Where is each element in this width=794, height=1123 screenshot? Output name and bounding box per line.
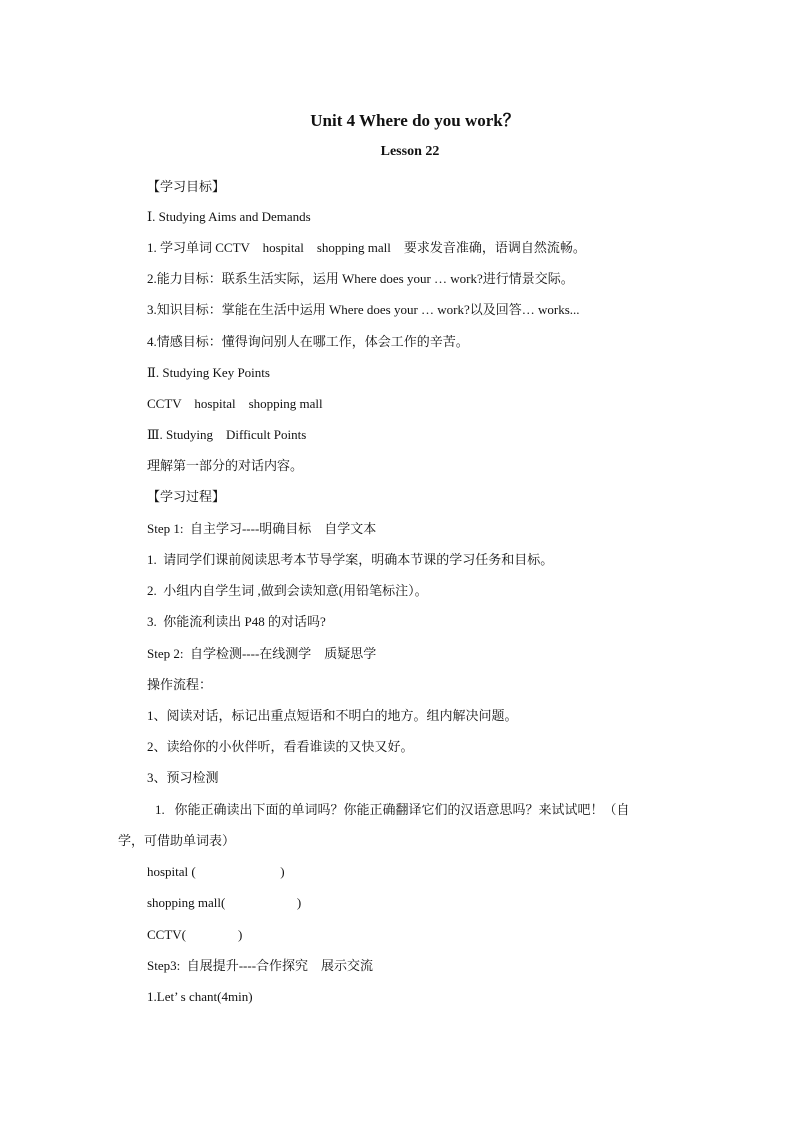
text-line: 2.能力目标：联系生活实际，运用 Where does your … work?进行情景交际。 [147, 271, 574, 286]
text-line: 1.Let’ s chant(4min) [147, 989, 253, 1004]
text-line: 1. 学习单词 CCTV hospital shopping mall 要求发音准确，语调自然流畅。 [147, 240, 586, 255]
text-line: 3、预习检测 [147, 770, 219, 785]
text-line: Ⅱ. Studying Key Points [147, 365, 270, 380]
text-line: Ⅲ. Studying Difficult Points [147, 427, 307, 442]
text-line: Step 2: 自学检测----在线测学 质疑思学 [147, 646, 377, 661]
text-line: CCTV hospital shopping mall [147, 396, 323, 411]
section-heading-process: 【学习过程】 [147, 489, 226, 504]
lesson-subtitle: Lesson 22 [380, 144, 440, 159]
section-heading-objectives: 【学习目标】 [147, 179, 226, 194]
text-line: 1. 你能正确读出下面的单词吗？你能正确翻译它们的汉语意思吗？来试试吧！（自 [155, 802, 630, 817]
blank-cctv: CCTV( ) [147, 927, 243, 942]
text-line: 学，可借助单词表） [118, 833, 236, 848]
text-line: 理解第一部分的对话内容。 [147, 458, 304, 473]
text-line: 2、读给你的小伙伴听，看看谁读的又快又好。 [147, 739, 414, 754]
text-line: 1、阅读对话，标记出重点短语和不明白的地方。组内解决问题。 [147, 708, 518, 723]
blank-hospital: hospital ( ) [147, 864, 285, 879]
text-line: 3. 你能流利读出 P48 的对话吗? [147, 614, 326, 629]
text-line: 1. 请同学们课前阅读思考本节导学案，明确本节课的学习任务和目标。 [147, 552, 554, 567]
text-line: 操作流程： [147, 677, 213, 692]
text-line: Ⅰ. Studying Aims and Demands [147, 209, 311, 224]
text-line: 2. 小组内自学生词 ,做到会读知意(用铅笔标注）。 [147, 583, 428, 598]
text-line: Step 1: 自主学习----明确目标 自学文本 [147, 521, 377, 536]
blank-shopping-mall: shopping mall( ) [147, 895, 302, 910]
page-title: Unit 4 Where do you work？ [310, 111, 520, 130]
text-line: 4.情感目标：懂得询问别人在哪工作，体会工作的辛苦。 [147, 334, 469, 349]
text-line: 3.知识目标：掌能在生活中运用 Where does your … work?以及回答… works... [147, 302, 580, 317]
text-line: Step3: 自展提升----合作探究 展示交流 [147, 958, 374, 973]
